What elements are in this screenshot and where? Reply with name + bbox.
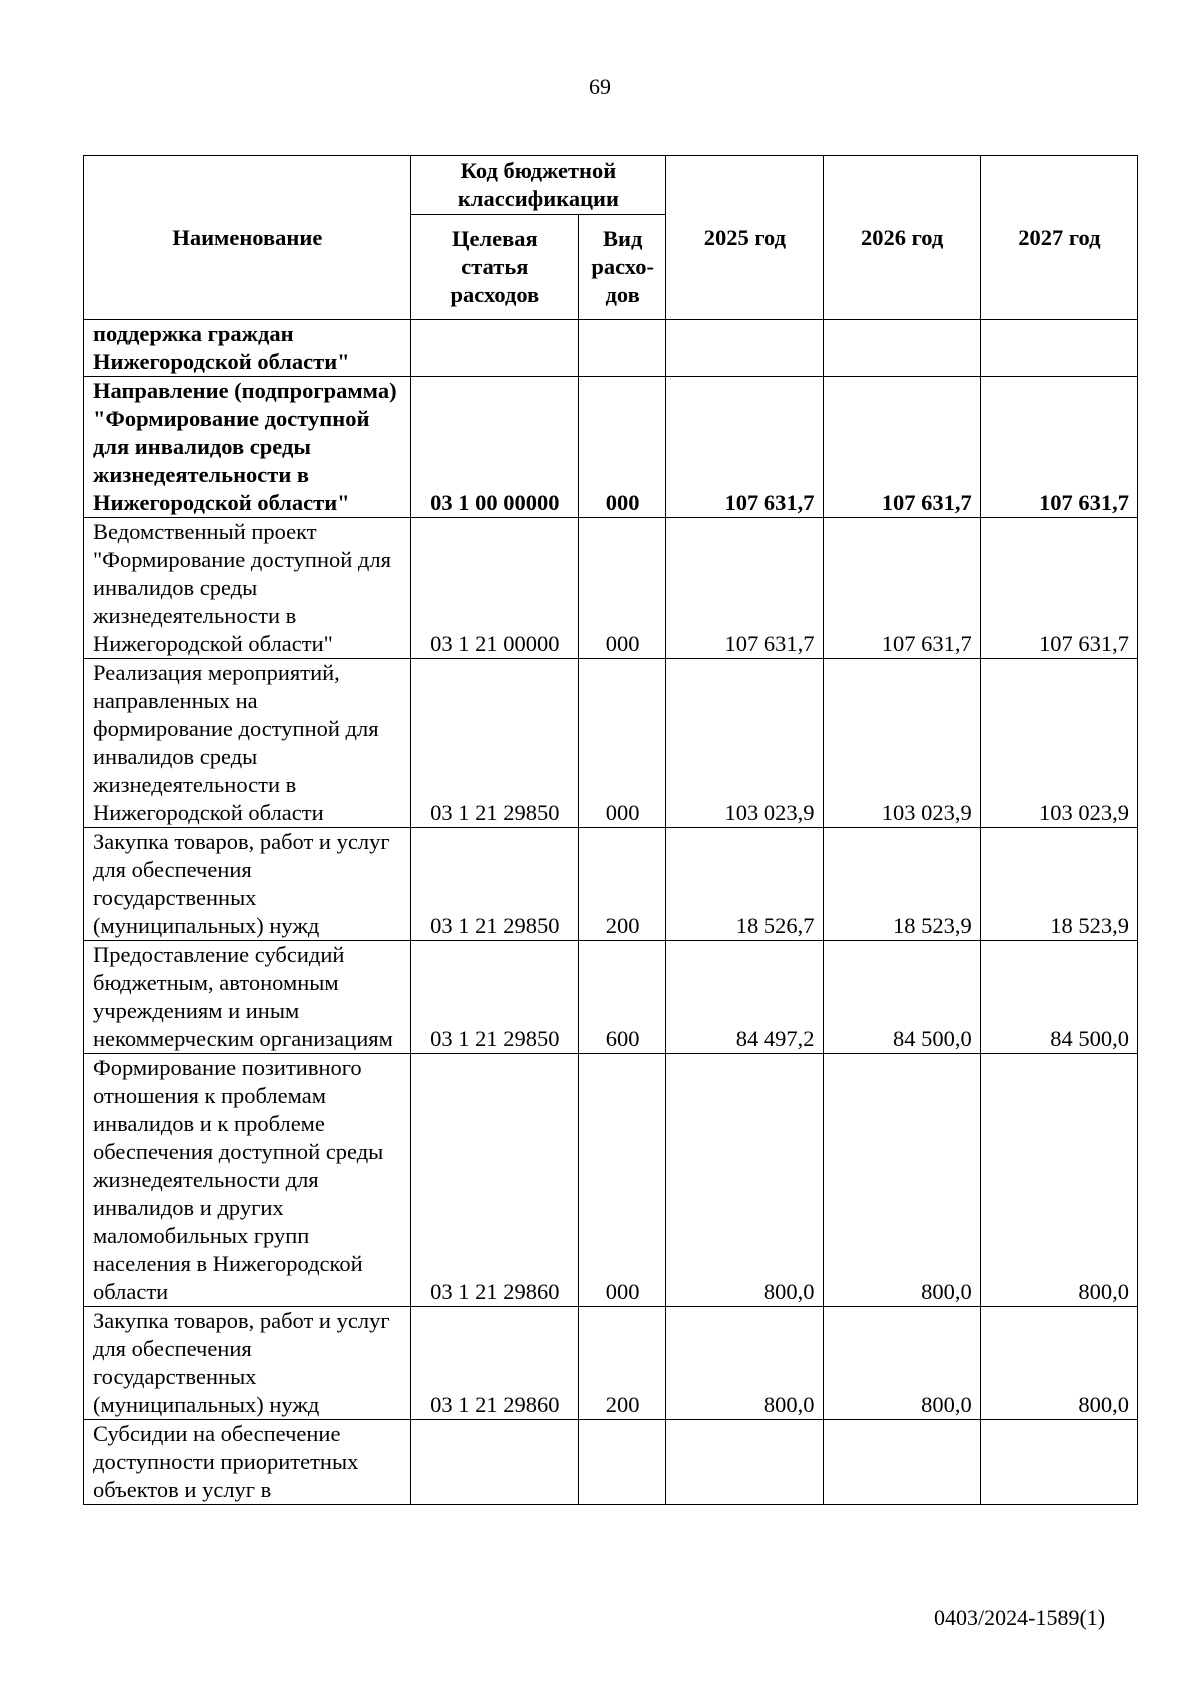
row-amount-2026: 107 631,7 <box>823 377 980 518</box>
row-amount-2026: 18 523,9 <box>823 828 980 941</box>
row-amount-2026: 107 631,7 <box>823 518 980 659</box>
row-amount-2026: 800,0 <box>823 1054 980 1307</box>
table-row <box>84 518 1138 659</box>
row-expense-type: 200 <box>579 828 666 941</box>
row-amount-2026: 84 500,0 <box>823 941 980 1054</box>
row-expense-type: 200 <box>579 1307 666 1420</box>
row-amount-2026 <box>823 320 980 377</box>
budget-table <box>83 155 1138 1505</box>
row-target-article: 03 1 21 29860 <box>410 1307 578 1420</box>
row-amount-2027: 107 631,7 <box>980 377 1137 518</box>
table-row <box>84 377 1138 518</box>
row-amount-2025: 107 631,7 <box>666 377 823 518</box>
row-amount-2025: 84 497,2 <box>666 941 823 1054</box>
header-name: Наименование <box>84 156 411 320</box>
row-expense-type <box>579 320 666 377</box>
row-amount-2025: 107 631,7 <box>666 518 823 659</box>
row-name: Реализация мероприятий, направленных на формирование доступной для инвалидов среды жизнедеятельности в Нижегородской области <box>84 659 411 828</box>
row-amount-2025: 800,0 <box>666 1054 823 1307</box>
row-expense-type: 000 <box>579 659 666 828</box>
header-target-article: Целевая статья расходов <box>410 215 578 320</box>
row-target-article: 03 1 00 00000 <box>410 377 578 518</box>
row-expense-type: 000 <box>579 1054 666 1307</box>
header-year-2025: 2025 год <box>666 156 823 320</box>
row-name: Формирование позитивного отношения к проблемам инвалидов и к проблеме обеспечения доступной среды жизнедеятельности для инвалидов и других маломобильных групп населения в Нижегородской области <box>84 1054 411 1307</box>
table-header-row <box>84 156 1138 215</box>
row-name: Направление (подпрограмма) "Формирование доступной для инвалидов среды жизнедеятельности в Нижегородской области" <box>84 377 411 518</box>
row-expense-type: 000 <box>579 518 666 659</box>
row-amount-2027: 103 023,9 <box>980 659 1137 828</box>
row-target-article: 03 1 21 29850 <box>410 941 578 1054</box>
row-name: поддержка граждан Нижегородской области" <box>84 320 411 377</box>
row-expense-type <box>579 1420 666 1505</box>
row-expense-type: 000 <box>579 377 666 518</box>
row-amount-2027: 84 500,0 <box>980 941 1137 1054</box>
table-row <box>84 1307 1138 1420</box>
row-amount-2027: 800,0 <box>980 1054 1137 1307</box>
row-amount-2025: 18 526,7 <box>666 828 823 941</box>
table-row <box>84 941 1138 1054</box>
row-amount-2026: 800,0 <box>823 1307 980 1420</box>
row-target-article: 03 1 21 00000 <box>410 518 578 659</box>
page-number: 69 <box>589 74 611 99</box>
row-name: Закупка товаров, работ и услуг для обеспечения государственных (муниципальных) нужд <box>84 1307 411 1420</box>
table-row <box>84 1054 1138 1307</box>
row-amount-2027: 18 523,9 <box>980 828 1137 941</box>
header-year-2026: 2026 год <box>823 156 980 320</box>
row-expense-type: 600 <box>579 941 666 1054</box>
row-target-article: 03 1 21 29850 <box>410 659 578 828</box>
header-code-group: Код бюджетной классификации <box>410 156 666 215</box>
row-amount-2027: 107 631,7 <box>980 518 1137 659</box>
document-registration-code: 0403/2024-1589(1) <box>934 1605 1106 1630</box>
row-amount-2025: 800,0 <box>666 1307 823 1420</box>
row-amount-2025 <box>666 1420 823 1505</box>
row-name: Ведомственный проект "Формирование доступной для инвалидов среды жизнедеятельности в Нижегородской области" <box>84 518 411 659</box>
row-amount-2025: 103 023,9 <box>666 659 823 828</box>
table-row <box>84 320 1138 377</box>
table-row <box>84 828 1138 941</box>
row-amount-2027 <box>980 1420 1137 1505</box>
row-target-article: 03 1 21 29850 <box>410 828 578 941</box>
row-target-article <box>410 320 578 377</box>
row-target-article: 03 1 21 29860 <box>410 1054 578 1307</box>
header-expense-type: Вид расхо- дов <box>579 215 666 320</box>
table-row <box>84 1420 1138 1505</box>
table-row <box>84 659 1138 828</box>
row-amount-2027: 800,0 <box>980 1307 1137 1420</box>
row-amount-2025 <box>666 320 823 377</box>
row-amount-2026: 103 023,9 <box>823 659 980 828</box>
row-name: Закупка товаров, работ и услуг для обеспечения государственных (муниципальных) нужд <box>84 828 411 941</box>
row-name: Предоставление субсидий бюджетным, автономным учреждениям и иным некоммерческим организациям <box>84 941 411 1054</box>
row-target-article <box>410 1420 578 1505</box>
row-amount-2026 <box>823 1420 980 1505</box>
row-name: Субсидии на обеспечение доступности приоритетных объектов и услуг в <box>84 1420 411 1505</box>
header-year-2027: 2027 год <box>980 156 1137 320</box>
row-amount-2027 <box>980 320 1137 377</box>
table-body <box>84 320 1138 1505</box>
